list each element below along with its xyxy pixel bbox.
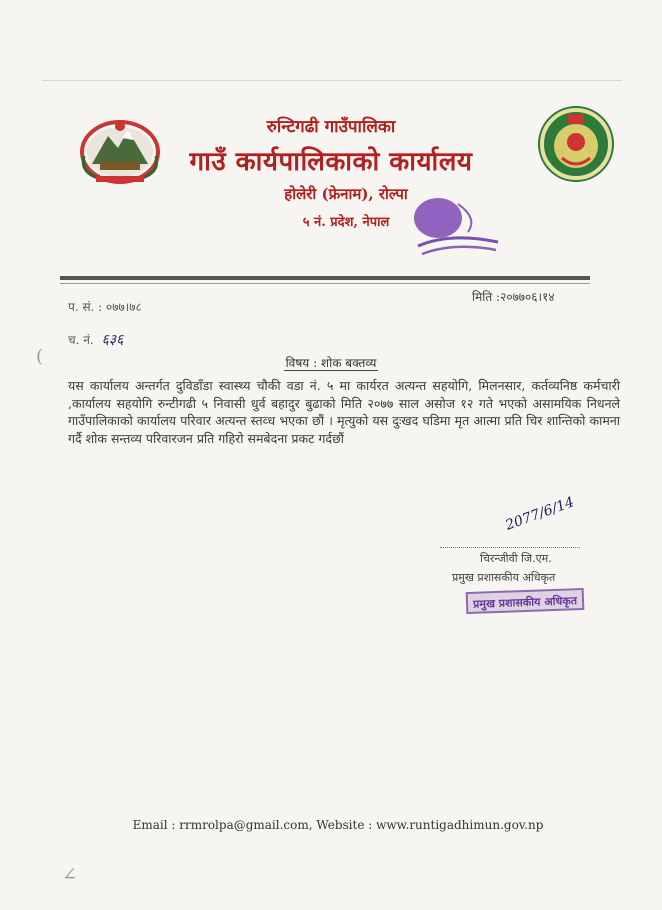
margin-mark: ( [36,346,44,367]
subject-text: विषय : शोक बक्तव्य [285,356,377,370]
municipality-name: रुन्टिगढी गाउँपालिका [266,117,396,137]
footer-contact: Email : rrmrolpa@gmail.com, Website : www.runtigadhimun.gov.np [132,818,544,832]
signature-scribble: 2077/6/14 [503,494,577,534]
margin-mark: ∠ [62,864,78,885]
designation-stamp: प्रमुख प्रशासकीय अधिकृत [466,588,585,614]
reference-number: प. सं. : ०७७।७८ [68,300,142,314]
header-rule [60,276,590,280]
signatory-name: चिरन्जीवी जि.एम. [480,552,552,565]
office-location: होलेरी (फ्रेनाम), रोल्पा [284,185,408,203]
paper-edge [42,80,622,81]
dispatch-number-handwritten: ६३६ [101,332,124,348]
subject-line [0,354,662,371]
office-title: गाउँ कार्यपालिकाको कार्यालय [189,147,473,177]
header-rule-thin [60,283,590,284]
office-round-stamp-icon [398,188,502,270]
province-line: ५ नं. प्रदेश, नेपाल [302,215,390,230]
letter-date: मिति :२०७७०६।१४ [472,290,555,304]
dispatch-number [68,330,123,349]
body-paragraph: यस कार्यालय अन्तर्गत दुविडाँडा स्वास्थ्य चौकी वडा नं. ५ मा कार्यरत अत्यन्त सहयोगि, मिलनसार, कर्तव्यनिष्ठ कर्मचारी ,कार्यालय सहयोगि रुन्टीगढी ५ निवासी धुर्व बहादुर बुढाको मिति २०७७ साल असोज १२ गते भएको असामयिक निधनले गाउँपालिकाको कार्यालय परिवार अत्यन्त स्तव्ध भएका छौं । मृत्युको यस दुःखद घडिमा मृत आत्मा प्रति चिर शान्तिको कामना गर्दै शोक सन्तव्य परिवारजन प्रति गहिरो समबेदना प्रकट गर्दछौं [68,378,620,446]
dispatch-label: च. नं. [68,333,94,347]
letter-body [68,377,620,447]
signatory-title: प्रमुख प्रशासकीय अधिकृत [452,571,556,584]
signature-dotted-line [440,547,580,548]
